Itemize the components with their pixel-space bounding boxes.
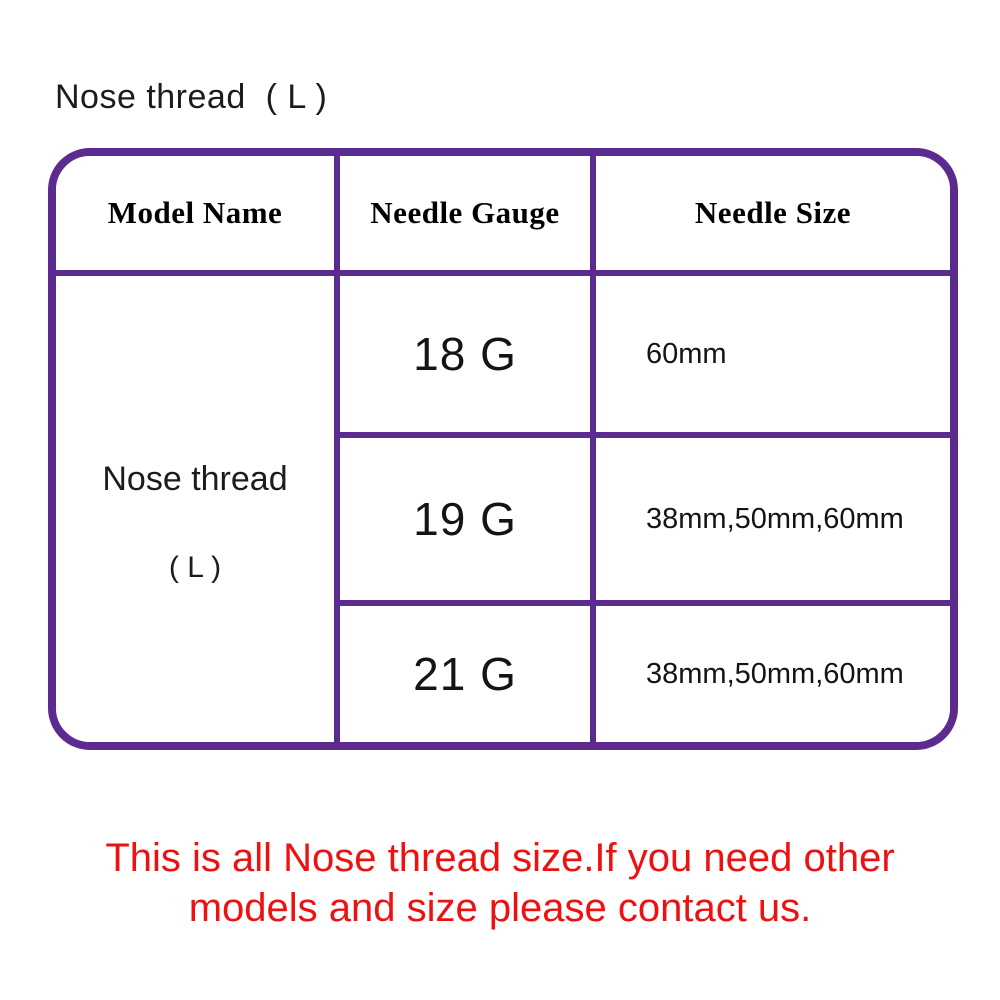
- column-header-needle-gauge: Needle Gauge: [340, 156, 596, 276]
- column-header-model-name: Model Name: [56, 156, 340, 276]
- footer-note-line2: models and size please contact us.: [188, 886, 812, 930]
- table-row-2-gauge-cell: 19 G: [340, 438, 596, 606]
- table-row-3-size-cell: 38mm,50mm,60mm: [596, 606, 950, 742]
- model-name-line2: ( L ): [168, 550, 222, 584]
- footer-note: [0, 833, 1000, 933]
- model-name-line1: Nose thread: [102, 459, 288, 498]
- table-row-1-size-cell: 60mm: [596, 276, 950, 438]
- column-header-needle-size: Needle Size: [596, 156, 950, 276]
- spec-table: [48, 148, 958, 750]
- model-name-cell: [56, 276, 340, 742]
- page-title: Nose thread ( L ): [55, 78, 328, 116]
- footer-note-line1: This is all Nose thread size.If you need other: [105, 836, 895, 880]
- table-row-2-size-cell: 38mm,50mm,60mm: [596, 438, 950, 606]
- table-row-1-gauge-cell: 18 G: [340, 276, 596, 438]
- table-row-3-gauge-cell: 21 G: [340, 606, 596, 742]
